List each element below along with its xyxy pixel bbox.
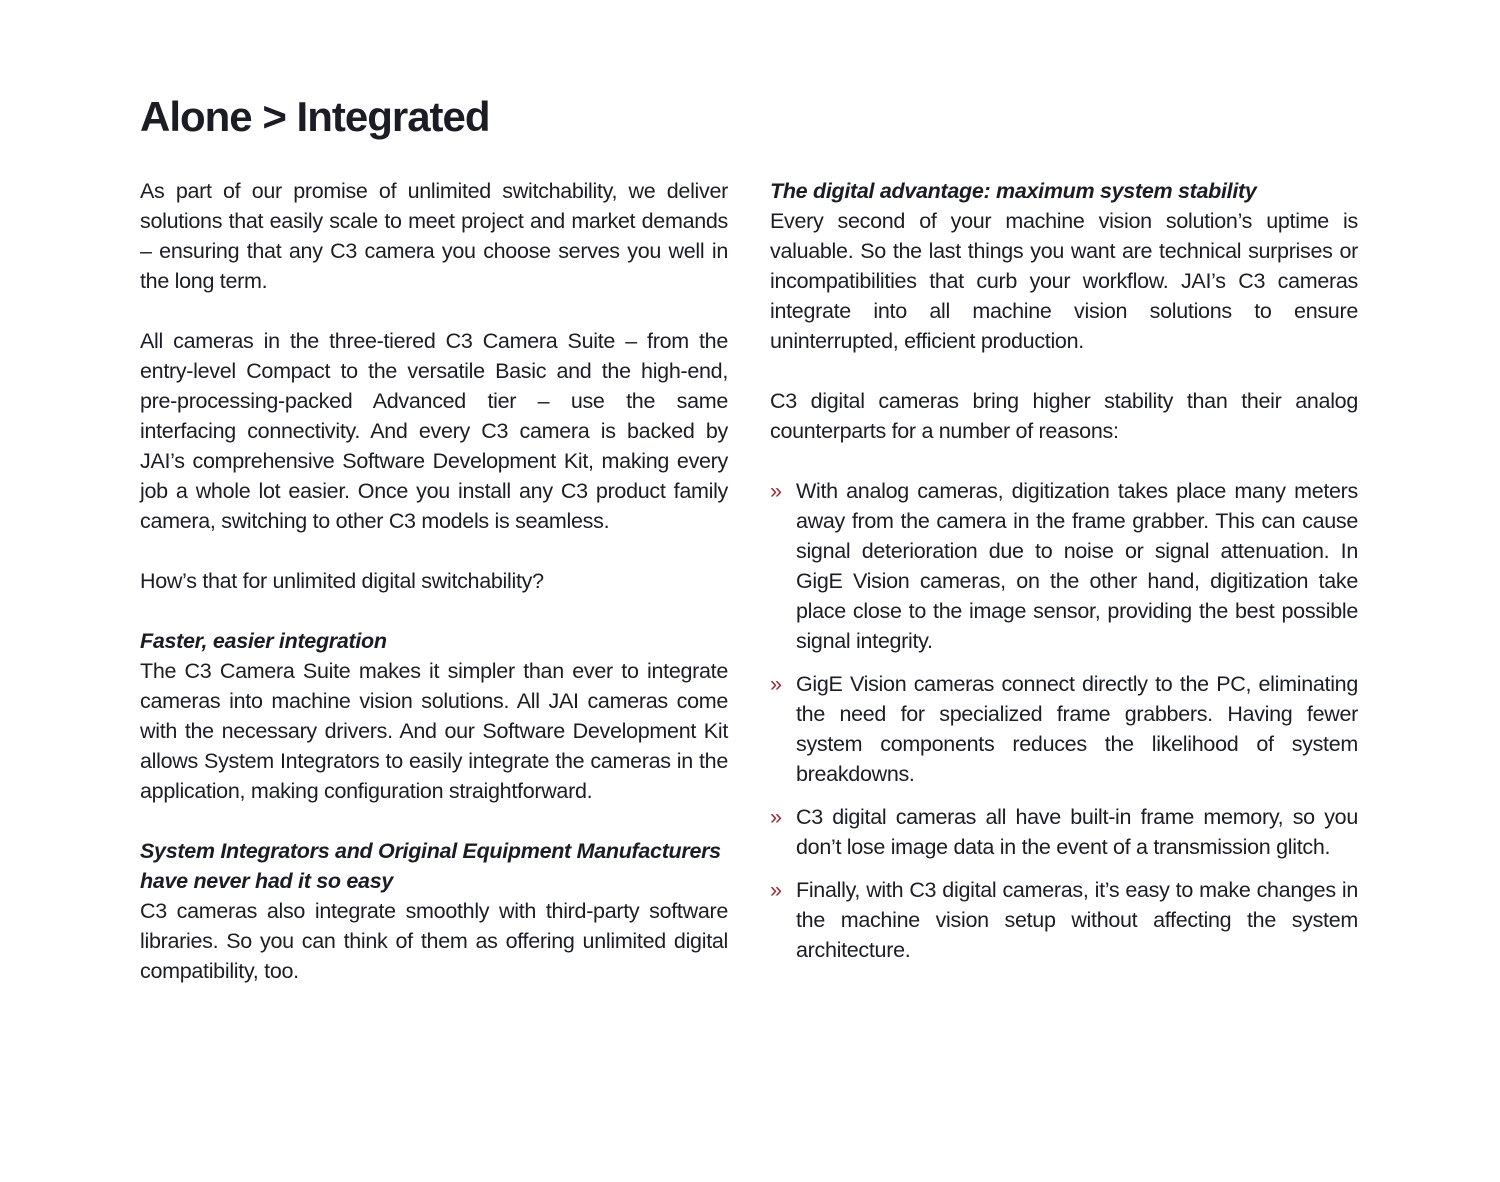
heading-faster-easier-integration: Faster, easier integration xyxy=(140,629,387,653)
intro-paragraph: As part of our promise of unlimited switchability, we deliver solutions that easily scale to meet project and market demands – ensuring that any C3 camera you choose serves you well in the long term. xyxy=(140,179,728,293)
left-column xyxy=(140,176,728,1016)
bullet-item xyxy=(770,476,1358,656)
two-column-layout xyxy=(140,176,1358,1016)
bullet-marker: » xyxy=(770,878,782,902)
bullet-text: GigE Vision cameras connect directly to the PC, eliminating the need for specialized frame grabbers. Having fewer system components reduces the likelihood of system breakdowns. xyxy=(796,672,1358,786)
heading-system-integrators-oem: System Integrators and Original Equipment Manufacturers have never had it so easy xyxy=(140,839,721,893)
bullet-marker: » xyxy=(770,672,782,696)
question-line: How’s that for unlimited digital switchability? xyxy=(140,569,544,593)
reasons-bullet-list xyxy=(770,476,1358,965)
stability-paragraph: C3 digital cameras bring higher stability than their analog counterparts for a number of reasons: xyxy=(770,389,1358,443)
suite-paragraph: All cameras in the three-tiered C3 Camera Suite – from the entry-level Compact to the versatile Basic and the high-end, pre-processing-packed Advanced tier – use the same interfacing connectivity. And every C3 camera is backed by JAI’s comprehensive Software Development Kit, making every job a whole lot easier. Once you install any C3 product family camera, switching to other C3 models is seamless. xyxy=(140,329,728,533)
integration-paragraph: The C3 Camera Suite makes it simpler than ever to integrate cameras into machine vision solutions. All JAI cameras come with the necessary drivers. And our Software Development Kit allows System Integrators to easily integrate the cameras in the application, making configuration straightforward. xyxy=(140,659,728,803)
digital-advantage-paragraph: Every second of your machine vision solution’s uptime is valuable. So the last things you want are technical surprises or incompatibilities that curb your workflow. JAI’s C3 cameras integrate into all machine vision solutions to ensure uninterrupted, efficient production. xyxy=(770,209,1358,353)
page-title: Alone > Integrated xyxy=(140,93,490,140)
heading-digital-advantage: The digital advantage: maximum system stability xyxy=(770,179,1257,203)
bullet-marker: » xyxy=(770,479,782,503)
bullet-item xyxy=(770,802,1358,862)
bullet-item xyxy=(770,669,1358,789)
bullet-item xyxy=(770,875,1358,965)
bullet-marker: » xyxy=(770,805,782,829)
bullet-text: C3 digital cameras all have built-in frame memory, so you don’t lose image data in the event of a transmission glitch. xyxy=(796,805,1358,859)
right-column xyxy=(770,176,1358,1016)
bullet-text: Finally, with C3 digital cameras, it’s easy to make changes in the machine vision setup without affecting the system architecture. xyxy=(796,878,1358,962)
oem-paragraph: C3 cameras also integrate smoothly with third-party software libraries. So you can think of them as offering unlimited digital compatibility, too. xyxy=(140,899,728,983)
bullet-text: With analog cameras, digitization takes place many meters away from the camera in the frame grabber. This can cause signal deterioration due to noise or signal attenuation. In GigE Vision cameras, on the other hand, digitization take place close to the image sensor, providing the best possible signal integrity. xyxy=(796,479,1358,653)
